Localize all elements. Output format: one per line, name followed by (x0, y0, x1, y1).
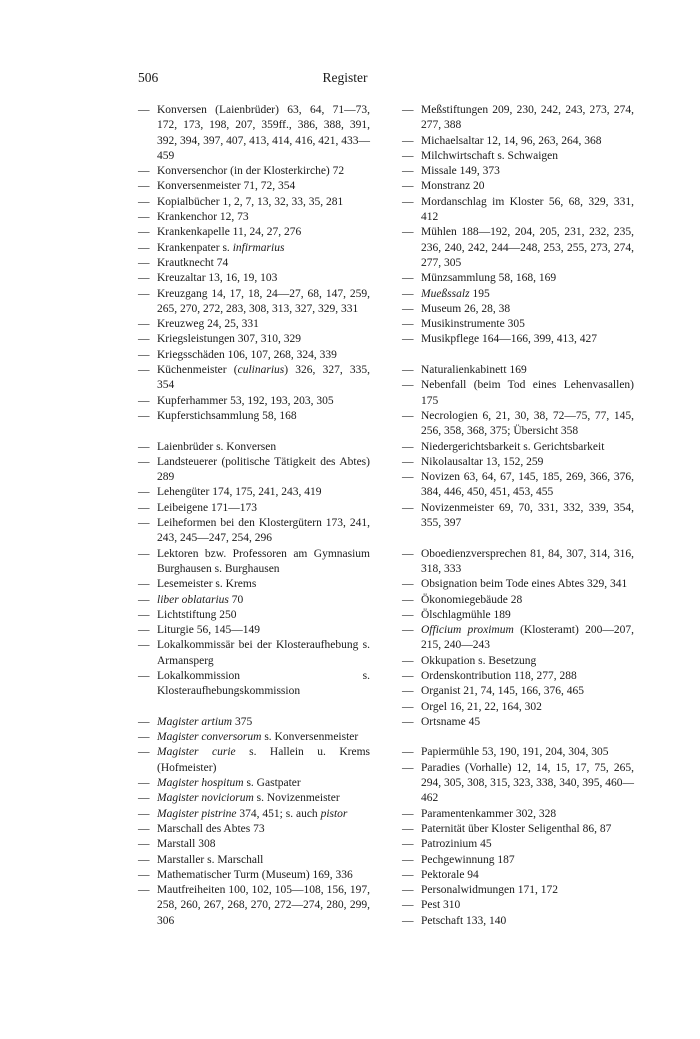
index-entry (138, 593, 370, 608)
index-entry (138, 822, 370, 837)
entry-dash: — (402, 761, 414, 774)
entry-text: Küchenmeister ( (157, 364, 238, 377)
entry-text: Paradies (Vorhalle) 12, 14, 15, 17, 75, 265, 294, 305, 308, 315, 323, 338, 340, 395, 460—462 (421, 761, 634, 805)
entry-dash: — (402, 364, 414, 377)
entry-dash: — (402, 226, 414, 239)
entry-text: Laienbrüder s. Konversen (157, 440, 277, 453)
index-entry (138, 287, 370, 318)
entry-dash: — (402, 914, 414, 927)
entry-text: Missale 149, 373 (421, 165, 500, 178)
entry-dash: — (138, 624, 150, 637)
entry-dash: — (402, 593, 414, 606)
index-entry (138, 608, 370, 623)
section-gap (138, 700, 370, 715)
entry-dash: — (402, 547, 414, 560)
index-entry (138, 332, 370, 347)
entry-dash: — (138, 578, 150, 591)
entry-text: Pektorale 94 (421, 868, 479, 881)
index-entry (402, 378, 634, 409)
entry-dash: — (138, 792, 150, 805)
entry-text: Mordanschlag im Kloster 56, 68, 329, 331, 412 (421, 195, 634, 224)
index-entry (138, 853, 370, 868)
entry-dash: — (138, 807, 150, 820)
entry-dash: — (402, 746, 414, 759)
index-entry (138, 669, 370, 700)
entry-dash: — (402, 165, 414, 178)
entry-dash: — (402, 409, 414, 422)
entry-dash: — (402, 822, 414, 835)
entry-dash: — (138, 731, 150, 744)
entry-dash: — (138, 822, 150, 835)
index-entry (138, 271, 370, 286)
entry-dash: — (138, 593, 150, 606)
index-entry (402, 287, 634, 302)
page-header (138, 70, 552, 88)
index-entry (402, 164, 634, 179)
entry-text: Oboedienzversprechen 81, 84, 307, 314, 316, 318, 333 (421, 547, 634, 575)
index-entry (138, 730, 370, 745)
entry-text: Obsignation beim Tode eines Abtes 329, 341 (421, 578, 628, 591)
entry-text: Konversen (Laienbrüder) 63, 64, 71—73, 172, 173, 198, 207, 359ff., 386, 388, 391, 392, 394, 397, 407, 413, 414, 416, 421, 433—459 (157, 104, 370, 162)
entry-dash: — (138, 318, 150, 331)
index-entry (402, 455, 634, 470)
entry-text: Lektoren bzw. Professoren am Gymnasium Burghausen s. Burghausen (157, 547, 370, 575)
entry-text: Lesemeister s. Krems (157, 578, 257, 591)
entry-text: Musikpflege 164—166, 399, 413, 427 (421, 333, 598, 346)
running-head: Register (322, 70, 368, 85)
entry-text-italic: Magister noviciorum (157, 792, 254, 805)
index-entry (138, 317, 370, 332)
entry-text: Krankenpater s. (157, 241, 233, 254)
entry-text: 195 (469, 287, 490, 300)
index-entry (402, 271, 634, 286)
page-number: 506 (138, 70, 159, 85)
entry-dash: — (138, 348, 150, 361)
entry-dash: — (138, 409, 150, 422)
entry-dash: — (402, 868, 414, 881)
entry-dash: — (402, 287, 414, 300)
entry-dash: — (138, 853, 150, 866)
index-entry (138, 164, 370, 179)
entry-text: Ölschlagmühle 189 (421, 608, 511, 621)
index-entry (402, 593, 634, 608)
entry-dash: — (138, 165, 150, 178)
entry-text: Krankenkapelle 11, 24, 27, 276 (157, 226, 302, 239)
entry-text: Mautfreiheiten 100, 102, 105—108, 156, 197, 258, 260, 267, 268, 270, 272—274, 280, 299, 306 (157, 884, 370, 927)
entry-dash: — (402, 624, 414, 637)
entry-text: Necrologien 6, 21, 30, 38, 72—75, 77, 145, 256, 358, 368, 375; Übersicht 358 (421, 409, 634, 438)
entry-dash: — (402, 440, 414, 453)
entry-dash: — (138, 608, 150, 621)
entry-text: Mühlen 188—192, 204, 205, 231, 232, 235, 236, 240, 242, 244—248, 253, 255, 273, 274, 277, 305 (421, 226, 634, 269)
index-entry (402, 409, 634, 440)
entry-text-italic: Magister artium (157, 715, 233, 728)
index-entry (402, 103, 634, 134)
entry-text: Kriegsleistungen 307, 310, 329 (157, 333, 302, 346)
index-entry (402, 608, 634, 623)
index-entry (138, 577, 370, 592)
entry-text-italic: Magister curie (157, 746, 236, 759)
entry-dash: — (138, 211, 150, 224)
index-entry (402, 440, 634, 455)
index-column-left (138, 103, 370, 929)
index-entry (138, 638, 370, 669)
index-entry (138, 256, 370, 271)
index-column-right (402, 103, 634, 929)
entry-text: Pest 310 (421, 899, 461, 912)
index-entry (402, 853, 634, 868)
index-entry (402, 547, 634, 578)
index-entry (138, 225, 370, 240)
entry-dash: — (402, 455, 414, 468)
entry-dash: — (138, 195, 150, 208)
entry-dash: — (402, 501, 414, 514)
entry-dash: — (138, 440, 150, 453)
entry-text-italic: Magister conversorum (157, 731, 262, 744)
entry-text: Milchwirtschaft s. Schwaigen (421, 149, 559, 162)
entry-text: Kreuzaltar 13, 16, 19, 103 (157, 272, 278, 285)
index-entry (138, 210, 370, 225)
entry-text: Niedergerichtsbarkeit s. Gerichtsbarkeit (421, 440, 605, 453)
entry-dash: — (402, 807, 414, 820)
entry-text: Kreuzgang 14, 17, 18, 24—27, 68, 147, 259, 265, 270, 272, 283, 308, 313, 327, 329, 331 (157, 287, 370, 315)
entry-text-italic: infirmarius (232, 241, 285, 254)
entry-text: 374, 451; s. auch (236, 807, 321, 820)
entry-text: Krankenchor 12, 73 (157, 211, 249, 224)
index-entry (402, 745, 634, 760)
entry-dash: — (402, 333, 414, 346)
entry-text: Okkupation s. Besetzung (421, 654, 537, 667)
index-entry (138, 516, 370, 547)
index-entry (138, 103, 370, 164)
entry-text: Nebenfall (beim Tod eines Lehenvasallen) 175 (421, 379, 634, 407)
entry-dash: — (402, 715, 414, 728)
entry-text: Liturgie 56, 145—149 (157, 624, 260, 637)
entry-text: Paternität über Kloster Seligenthal 86, 87 (421, 822, 612, 835)
entry-text: (Klosteramt) 200—207, 215, 240—243 (421, 624, 635, 652)
entry-text: 70 (228, 593, 244, 606)
index-entry (138, 776, 370, 791)
entry-text: Marschall des Abtes 73 (157, 822, 265, 835)
entry-dash: — (138, 517, 150, 530)
index-entry (402, 501, 634, 532)
entry-dash: — (138, 884, 150, 897)
entry-dash: — (402, 669, 414, 682)
index-entry (138, 485, 370, 500)
entry-text: Novizenmeister 69, 70, 331, 332, 339, 354, 355, 397 (421, 501, 634, 530)
index-entry (402, 807, 634, 822)
entry-dash: — (138, 226, 150, 239)
index-entry (138, 791, 370, 806)
entry-text: Patrozinium 45 (421, 838, 492, 851)
entry-text: 375 (232, 715, 253, 728)
index-entry (402, 577, 634, 592)
index-entry (402, 317, 634, 332)
entry-text: s. Gastpater (243, 777, 301, 790)
entry-dash: — (138, 394, 150, 407)
entry-dash: — (402, 104, 414, 116)
index-entry (402, 149, 634, 164)
entry-text: s. Novizenmeister (253, 792, 340, 805)
index-entry (402, 225, 634, 271)
entry-text: Landsteuerer (politische Tätigkeit des Abtes) 289 (157, 455, 370, 484)
index-entry (138, 241, 370, 256)
index-entry (402, 715, 634, 730)
entry-dash: — (138, 868, 150, 881)
entry-text: s. Konversenmeister (261, 731, 359, 744)
entry-text: Lehengüter 174, 175, 241, 243, 419 (157, 486, 322, 499)
entry-text: Organist 21, 74, 145, 166, 376, 465 (421, 685, 585, 698)
entry-dash: — (138, 669, 150, 682)
index-entry (402, 684, 634, 699)
entry-text: Naturalienkabinett 169 (421, 364, 527, 377)
entry-text-italic: Officium proximum (421, 624, 514, 637)
entry-dash: — (138, 838, 150, 851)
entry-text: Münzsammlung 58, 168, 169 (421, 272, 557, 285)
entry-text: Papiermühle 53, 190, 191, 204, 304, 305 (421, 746, 609, 759)
entry-text: Petschaft 133, 140 (421, 914, 507, 927)
entry-text: Ordenskontribution 118, 277, 288 (421, 669, 577, 682)
entry-text: Marstall 308 (157, 838, 216, 851)
entry-dash: — (138, 455, 150, 468)
index-entry (402, 134, 634, 149)
entry-dash: — (138, 180, 150, 193)
index-entry (138, 363, 370, 394)
section-gap (402, 531, 634, 546)
entry-dash: — (138, 501, 150, 514)
entry-dash: — (138, 486, 150, 499)
entry-text: Marstaller s. Marschall (157, 853, 264, 866)
entry-text: Monstranz 20 (421, 180, 485, 193)
entry-text: Orgel 16, 21, 22, 164, 302 (421, 700, 542, 713)
entry-text: Ökonomiegebäude 28 (421, 593, 523, 606)
entry-dash: — (138, 777, 150, 790)
entry-text: Kreuzweg 24, 25, 331 (157, 318, 259, 331)
entry-text-italic: liber oblatarius (157, 593, 229, 606)
entry-dash: — (402, 180, 414, 193)
index-entry (138, 547, 370, 578)
entry-text: Konversenmeister 71, 72, 354 (157, 180, 296, 193)
index-entry (402, 700, 634, 715)
entry-dash: — (138, 256, 150, 269)
entry-dash: — (402, 685, 414, 698)
index-entry (402, 761, 634, 807)
index-entry (138, 440, 370, 455)
index-entry (402, 302, 634, 317)
index-entry (138, 195, 370, 210)
entry-dash: — (402, 654, 414, 667)
entry-text: Musikinstrumente 305 (421, 318, 525, 331)
entry-dash: — (138, 333, 150, 346)
index-entry (138, 409, 370, 424)
entry-dash: — (402, 149, 414, 162)
index-entry (138, 807, 370, 822)
section-gap (138, 424, 370, 439)
index-entry (138, 501, 370, 516)
entry-text: Ortsname 45 (421, 715, 481, 728)
entry-text: Museum 26, 28, 38 (421, 302, 511, 315)
entry-text: Konversenchor (in der Klosterkirche) 72 (157, 165, 345, 178)
entry-dash: — (138, 104, 150, 116)
index-entry (402, 898, 634, 913)
entry-dash: — (138, 746, 150, 759)
index-entry (138, 745, 370, 776)
entry-text: Kopialbücher 1, 2, 7, 13, 32, 33, 35, 281 (157, 195, 344, 208)
entry-text: Personalwidmungen 171, 172 (421, 884, 559, 897)
index-entry (138, 623, 370, 638)
entry-dash: — (402, 302, 414, 315)
entry-dash: — (402, 471, 414, 484)
entry-text: Michaelsaltar 12, 14, 96, 263, 264, 368 (421, 134, 602, 147)
entry-text: Meßstiftungen 209, 230, 242, 243, 273, 274, 277, 388 (421, 104, 634, 132)
index-entry (402, 654, 634, 669)
entry-dash: — (402, 578, 414, 591)
entry-dash: — (138, 364, 150, 377)
index-entry (402, 363, 634, 378)
index-entry (402, 883, 634, 898)
index-entry (138, 179, 370, 194)
index-entry (402, 822, 634, 837)
entry-dash: — (138, 287, 150, 300)
entry-text: Kupferstichsammlung 58, 168 (157, 409, 297, 422)
entry-text: Krautknecht 74 (157, 256, 229, 269)
entry-dash: — (402, 272, 414, 285)
entry-dash: — (402, 318, 414, 331)
index-entry (402, 914, 634, 929)
entry-text: Leiheformen bei den Klostergütern 173, 241, 243, 245—247, 254, 296 (157, 517, 370, 545)
entry-dash: — (402, 884, 414, 897)
index-entry (402, 669, 634, 684)
entry-dash: — (402, 899, 414, 912)
entry-dash: — (402, 853, 414, 866)
index-entry (402, 868, 634, 883)
index-entry (138, 715, 370, 730)
entry-text-italic: Mueßssalz (421, 287, 470, 300)
entry-dash: — (402, 608, 414, 621)
index-entry (402, 179, 634, 194)
entry-dash: — (402, 195, 414, 208)
entry-dash: — (138, 241, 150, 254)
index-entry (138, 837, 370, 852)
entry-text: s. Hallein u. Krems (Hofmeister) (157, 746, 371, 774)
entry-text: Leibeigene 171—173 (157, 501, 257, 514)
entry-dash: — (138, 639, 150, 652)
index-entry (402, 470, 634, 501)
entry-text: Nikolausaltar 13, 152, 259 (421, 455, 544, 468)
index-entry (402, 332, 634, 347)
entry-dash: — (138, 272, 150, 285)
entry-dash: — (402, 134, 414, 147)
entry-text: Paramentenkammer 302, 328 (421, 807, 557, 820)
entry-text-italic: culinarius (237, 364, 285, 377)
index-entry (138, 394, 370, 409)
entry-text-italic: pistor (320, 807, 348, 820)
index-entry (138, 348, 370, 363)
entry-text: ) 326, 327, 335, 354 (157, 364, 370, 392)
entry-text: Novizen 63, 64, 67, 145, 185, 269, 366, 376, 384, 446, 450, 451, 453, 455 (421, 471, 634, 499)
entry-dash: — (402, 379, 414, 392)
entry-dash: — (138, 715, 150, 728)
index-entry (138, 883, 370, 929)
entry-dash: — (402, 700, 414, 713)
entry-text: Kupferhammer 53, 192, 193, 203, 305 (157, 394, 334, 407)
index-entry (138, 868, 370, 883)
index-entry (402, 195, 634, 226)
entry-text: Lichtstiftung 250 (157, 608, 237, 621)
entry-text: Pechgewinnung 187 (421, 853, 515, 866)
entry-text: Mathematischer Turm (Museum) 169, 336 (157, 868, 353, 881)
entry-dash: — (402, 838, 414, 851)
section-gap (402, 730, 634, 745)
index-entry (138, 455, 370, 486)
entry-text-italic: Magister pistrine (157, 807, 237, 820)
entry-text: Lokalkommission s. Klosteraufhebungskommission (157, 669, 370, 698)
entry-dash: — (138, 547, 150, 560)
entry-text: Kriegsschäden 106, 107, 268, 324, 339 (157, 348, 337, 361)
entry-text-italic: Magister hospitum (157, 777, 244, 790)
entry-text: Lokalkommissär bei der Klosteraufhebung s. Armansperg (157, 639, 370, 667)
section-gap (402, 348, 634, 363)
index-entry (402, 837, 634, 852)
index-entry (402, 623, 634, 654)
